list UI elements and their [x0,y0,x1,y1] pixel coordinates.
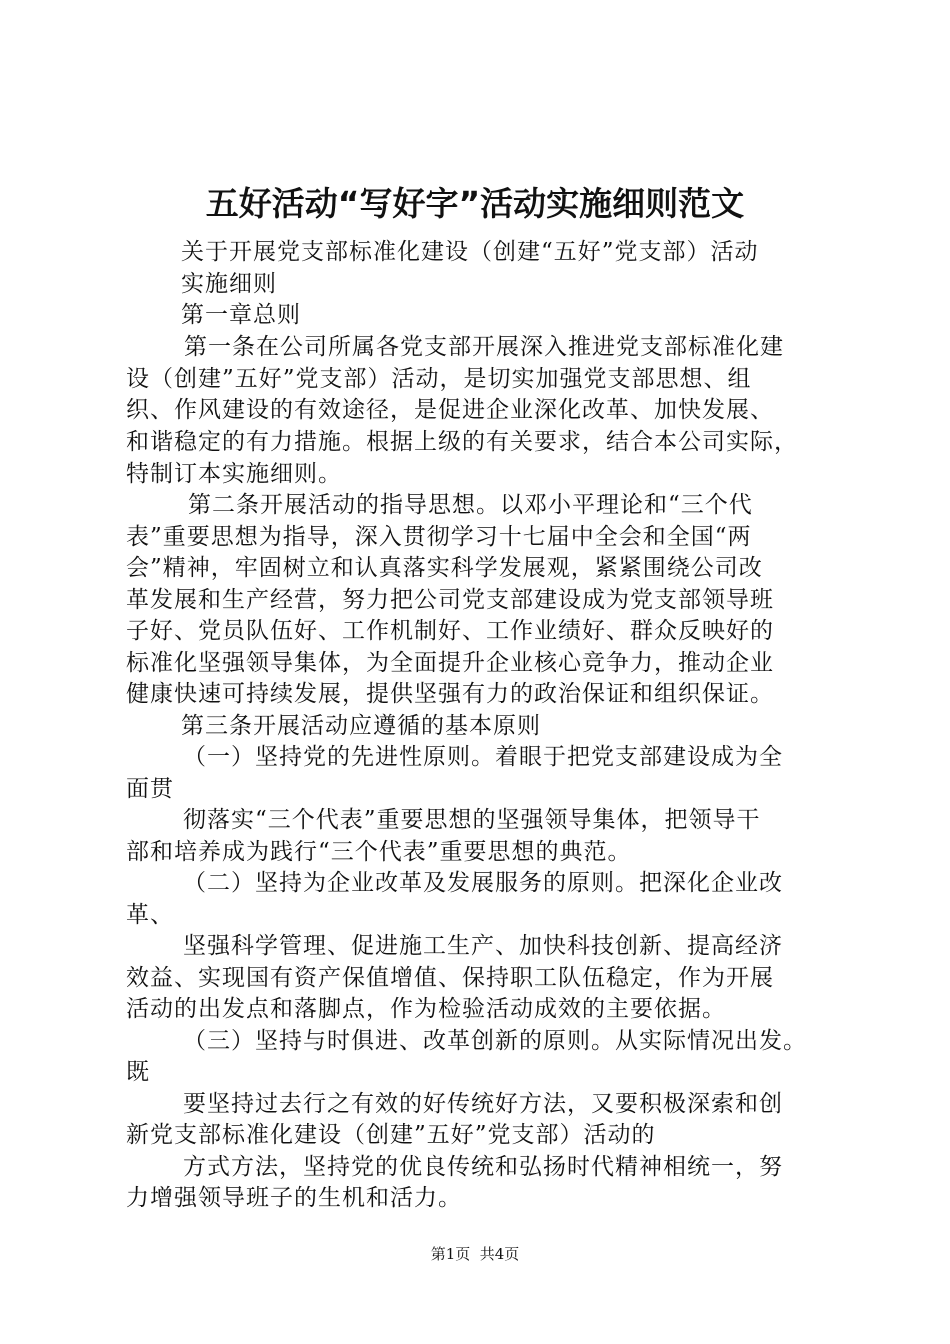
doc-line: 子好、党员队伍好、工作机制好、工作业绩好、群众反映好的 [126,618,774,644]
doc-line: 织、作风建设的有效途径，是促进企业深化改革、加快发展、 [126,397,774,423]
doc-line: 标准化坚强领导集体，为全面提升企业核心竞争力，推动企业 [126,650,774,676]
doc-line: 第一条在公司所属各党支部开展深入推进党支部标准化建 [184,334,784,360]
doc-line: 面贯 [126,776,174,802]
doc-line: 和谐稳定的有力措施。根据上级的有关要求，结合本公司实际， [126,429,798,455]
doc-line: 会”精神，牢固树立和认真落实科学发展观，紧紧围绕公司改 [126,555,763,581]
doc-line: 设（创建”五好”党支部）活动，是切实加强党支部思想、组 [126,366,752,392]
doc-line: 坚强科学管理、促进施工生产、加快科技创新、提高经济 [183,933,783,959]
doc-line: 部和培养成为践行“三个代表”重要思想的典范。 [126,839,632,865]
doc-line: 第二条开展活动的指导思想。以邓小平理论和“三个代 [188,492,753,518]
doc-line: 效益、实现国有资产保值增值、保持职工队伍稳定，作为开展 [126,965,774,991]
section-heading: 第一章总则 [181,302,301,328]
doc-line: 关于开展党支部标准化建设（创建“五好”党支部）活动 [181,239,759,265]
doc-line: 革、 [126,902,174,928]
doc-line: （二）坚持为企业改革及发展服务的原则。把深化企业改 [183,870,783,896]
doc-line: （一）坚持党的先进性原则。着眼于把党支部建设成为全 [183,744,783,770]
doc-line: 既 [126,1059,150,1085]
page-footer: 第1页 共4页 [430,1245,520,1263]
doc-line: 健康快速可持续发展，提供坚强有力的政治保证和组织保证。 [126,681,774,707]
doc-line: 要坚持过去行之有效的好传统好方法，又要积极深索和创 [183,1091,783,1117]
doc-line: 新党支部标准化建设（创建”五好”党支部）活动的 [126,1122,656,1148]
doc-line: 方式方法，坚持党的优良传统和弘扬时代精神相统一，努 [183,1154,783,1180]
doc-line: 革发展和生产经营，努力把公司党支部建设成为党支部领导班 [126,587,774,613]
doc-line: （三）坚持与时俱进、改革创新的原则。从实际情况出发。 [183,1028,807,1054]
doc-line: 实施细则 [181,271,277,297]
doc-line: 第三条开展活动应遵循的基本原则 [181,713,541,739]
doc-line: 表”重要思想为指导，深入贯彻学习十七届中全会和全国“两 [126,524,752,550]
doc-line: 活动的出发点和落脚点，作为检验活动成效的主要依据。 [126,996,726,1022]
page-title: 五好活动“写好字”活动实施细则范文 [205,184,745,223]
doc-line: 力增强领导班子的生机和活力。 [126,1185,462,1211]
doc-line: 特制订本实施细则。 [126,461,342,487]
doc-line: 彻落实“三个代表”重要思想的坚强领导集体，把领导干 [183,807,761,833]
